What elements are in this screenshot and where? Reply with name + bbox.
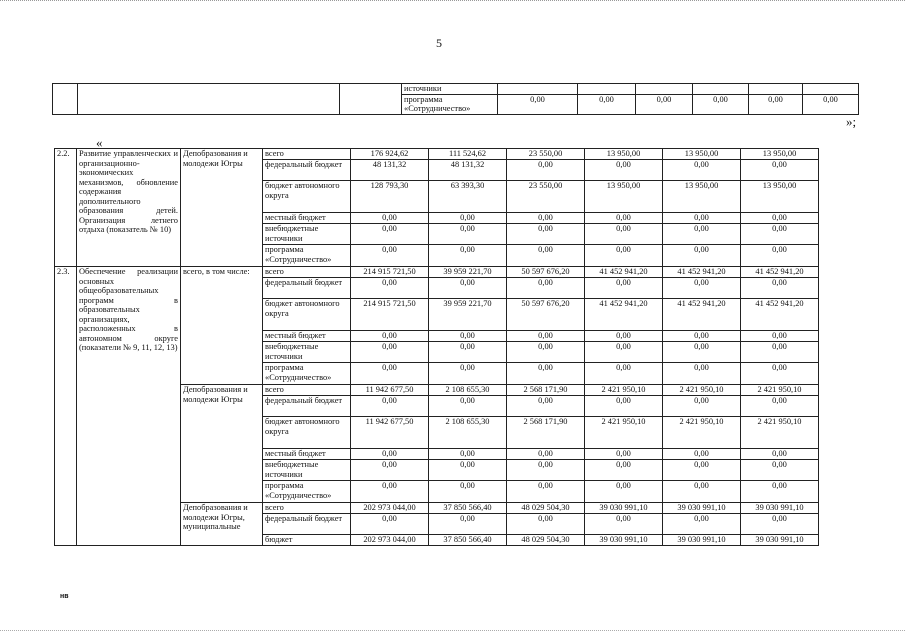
footer-mark: нв (60, 593, 69, 600)
amount-cell: 41 452 941,20 (663, 299, 741, 331)
source-label: программа «Сотрудничество» (263, 245, 351, 267)
amount-cell: 0,00 (498, 94, 578, 114)
amount-cell: 0,00 (507, 514, 585, 535)
amount-cell: 48 029 504,30 (507, 503, 585, 514)
source-label: всего (263, 267, 351, 278)
amount-cell: 0,00 (585, 481, 663, 503)
amount-cell: 2 568 171,90 (507, 417, 585, 449)
amount-cell: 202 973 044,00 (351, 535, 429, 546)
amount-cell: 202 973 044,00 (351, 503, 429, 514)
item-title: Развитие управленческих и организационно-экономических механизмов, обновление содержания дополнительного образования детей. Организация летнего отдыха (показатель № 10) (77, 149, 181, 267)
amount-cell: 0,00 (351, 278, 429, 299)
amount-cell: 0,00 (507, 481, 585, 503)
amount-cell: 0,00 (585, 342, 663, 363)
source-label: всего (263, 503, 351, 514)
source-label: всего (263, 149, 351, 160)
amount-cell: 0,00 (351, 363, 429, 385)
item-number: 2.3. (55, 267, 77, 546)
amount-cell: 39 030 991,10 (741, 503, 819, 514)
opening-quote: « (96, 135, 103, 150)
amount-cell (498, 84, 578, 95)
page-bottom-edge (0, 630, 905, 635)
amount-cell (749, 84, 803, 95)
amount-cell: 39 030 991,10 (585, 503, 663, 514)
amount-cell: 0,00 (351, 331, 429, 342)
amount-cell: 0,00 (351, 396, 429, 417)
amount-cell: 0,00 (507, 363, 585, 385)
source-label: внебюджетные источники (263, 342, 351, 363)
amount-cell: 13 950,00 (585, 181, 663, 213)
amount-cell: 50 597 676,20 (507, 299, 585, 331)
amount-cell: 0,00 (507, 160, 585, 181)
amount-cell: 214 915 721,50 (351, 267, 429, 278)
amount-cell: 0,00 (585, 278, 663, 299)
amount-cell: 2 421 950,10 (663, 417, 741, 449)
source-label: федеральный бюджет (263, 396, 351, 417)
amount-cell: 128 793,30 (351, 181, 429, 213)
table-row (55, 267, 819, 278)
amount-cell: 0,00 (741, 342, 819, 363)
source-label: внебюджетные источники (263, 460, 351, 481)
amount-cell: 39 959 221,70 (429, 267, 507, 278)
amount-cell: 0,00 (663, 396, 741, 417)
item-title: Обеспечение реализации основных общеобразовательных программ в образовательных организациях, расположенных в автономном округе (показатели № 9, 11, 12, 13) (77, 267, 181, 546)
amount-cell: 48 029 504,30 (507, 535, 585, 546)
source-label: всего (263, 385, 351, 396)
amount-cell: 0,00 (351, 481, 429, 503)
amount-cell: 11 942 677,50 (351, 417, 429, 449)
amount-cell: 0,00 (429, 342, 507, 363)
amount-cell: 0,00 (663, 245, 741, 267)
continuation-table-body (53, 84, 859, 115)
amount-cell: 0,00 (741, 363, 819, 385)
table-row (53, 84, 859, 95)
amount-cell (693, 84, 749, 95)
amount-cell: 0,00 (741, 481, 819, 503)
amount-cell: 63 393,30 (429, 181, 507, 213)
amount-cell: 2 421 950,10 (741, 385, 819, 396)
amount-cell: 0,00 (507, 224, 585, 245)
amount-cell: 0,00 (507, 331, 585, 342)
amount-cell: 39 030 991,10 (663, 535, 741, 546)
amount-cell: 48 131,32 (351, 160, 429, 181)
funding-table (54, 148, 819, 546)
amount-cell: 23 550,00 (507, 181, 585, 213)
amount-cell: 176 924,62 (351, 149, 429, 160)
amount-cell: 0,00 (585, 331, 663, 342)
amount-cell: 0,00 (741, 331, 819, 342)
amount-cell: 2 421 950,10 (585, 385, 663, 396)
amount-cell: 13 950,00 (663, 181, 741, 213)
amount-cell: 11 942 677,50 (351, 385, 429, 396)
amount-cell: 23 550,00 (507, 149, 585, 160)
amount-cell: 111 524,62 (429, 149, 507, 160)
amount-cell: 214 915 721,50 (351, 299, 429, 331)
amount-cell: 0,00 (585, 363, 663, 385)
amount-cell: 0,00 (741, 396, 819, 417)
amount-cell: 0,00 (429, 224, 507, 245)
amount-cell: 0,00 (507, 278, 585, 299)
source-label: источники (402, 84, 498, 95)
amount-cell: 0,00 (693, 94, 749, 114)
amount-cell: 39 030 991,10 (585, 535, 663, 546)
closing-quote: »; (846, 114, 857, 129)
amount-cell: 2 108 655,30 (429, 417, 507, 449)
amount-cell: 0,00 (585, 396, 663, 417)
amount-cell: 41 452 941,20 (585, 299, 663, 331)
amount-cell: 13 950,00 (663, 149, 741, 160)
amount-cell: 0,00 (663, 460, 741, 481)
table-row (55, 149, 819, 160)
amount-cell: 0,00 (351, 213, 429, 224)
amount-cell: 0,00 (429, 278, 507, 299)
executor-cell: всего, в том числе: (181, 267, 263, 385)
amount-cell: 0,00 (585, 213, 663, 224)
amount-cell (578, 84, 636, 95)
amount-cell: 0,00 (585, 460, 663, 481)
amount-cell: 37 850 566,40 (429, 503, 507, 514)
amount-cell (803, 84, 859, 95)
amount-cell: 0,00 (585, 514, 663, 535)
amount-cell: 0,00 (741, 514, 819, 535)
amount-cell: 0,00 (663, 224, 741, 245)
amount-cell: 0,00 (741, 449, 819, 460)
amount-cell: 0,00 (663, 278, 741, 299)
amount-cell (636, 84, 693, 95)
amount-cell: 0,00 (578, 94, 636, 114)
amount-cell: 0,00 (663, 481, 741, 503)
amount-cell: 0,00 (351, 342, 429, 363)
amount-cell: 39 959 221,70 (429, 299, 507, 331)
amount-cell: 0,00 (507, 396, 585, 417)
continuation-table (52, 83, 859, 115)
funding-table-body (55, 149, 819, 546)
amount-cell: 0,00 (741, 224, 819, 245)
amount-cell: 0,00 (429, 481, 507, 503)
source-label: федеральный бюджет (263, 278, 351, 299)
amount-cell: 0,00 (636, 94, 693, 114)
amount-cell: 0,00 (429, 245, 507, 267)
source-label: программа «Сотрудничество» (263, 363, 351, 385)
amount-cell: 0,00 (663, 331, 741, 342)
amount-cell: 41 452 941,20 (585, 267, 663, 278)
source-label: федеральный бюджет (263, 514, 351, 535)
amount-cell: 0,00 (429, 363, 507, 385)
amount-cell: 0,00 (741, 160, 819, 181)
amount-cell: 0,00 (741, 245, 819, 267)
amount-cell: 0,00 (351, 245, 429, 267)
amount-cell: 0,00 (351, 449, 429, 460)
amount-cell: 0,00 (351, 224, 429, 245)
amount-cell: 0,00 (507, 449, 585, 460)
amount-cell: 48 131,32 (429, 160, 507, 181)
source-label: внебюджетные источники (263, 224, 351, 245)
amount-cell: 41 452 941,20 (741, 267, 819, 278)
amount-cell: 0,00 (663, 449, 741, 460)
amount-cell: 0,00 (741, 213, 819, 224)
amount-cell: 2 568 171,90 (507, 385, 585, 396)
executor-cell: Депобразования и молодежи Югры (181, 385, 263, 503)
amount-cell: 0,00 (585, 160, 663, 181)
amount-cell: 0,00 (741, 278, 819, 299)
amount-cell: 0,00 (663, 514, 741, 535)
amount-cell: 0,00 (507, 245, 585, 267)
amount-cell: 0,00 (351, 460, 429, 481)
amount-cell: 0,00 (663, 213, 741, 224)
source-label: местный бюджет (263, 331, 351, 342)
amount-cell: 0,00 (351, 514, 429, 535)
amount-cell: 41 452 941,20 (663, 267, 741, 278)
amount-cell: 13 950,00 (741, 149, 819, 160)
amount-cell: 0,00 (663, 342, 741, 363)
source-label: местный бюджет (263, 449, 351, 460)
amount-cell: 0,00 (429, 213, 507, 224)
source-label: программа «Сотрудничество» (402, 94, 498, 114)
amount-cell: 39 030 991,10 (663, 503, 741, 514)
amount-cell: 0,00 (507, 213, 585, 224)
amount-cell: 0,00 (429, 331, 507, 342)
amount-cell: 0,00 (585, 449, 663, 460)
item-title-cell (78, 84, 340, 115)
source-label: бюджет автономного округа (263, 299, 351, 331)
amount-cell: 0,00 (429, 460, 507, 481)
amount-cell: 13 950,00 (741, 181, 819, 213)
amount-cell: 0,00 (663, 160, 741, 181)
executor-cell (340, 84, 402, 115)
source-label: бюджет (263, 535, 351, 546)
amount-cell: 37 850 566,40 (429, 535, 507, 546)
amount-cell: 2 108 655,30 (429, 385, 507, 396)
item-number-cell (53, 84, 78, 115)
item-number: 2.2. (55, 149, 77, 267)
executor-cell: Депобразования и молодежи Югры (181, 149, 263, 267)
page-top-edge (0, 0, 905, 5)
amount-cell: 2 421 950,10 (741, 417, 819, 449)
amount-cell: 0,00 (741, 460, 819, 481)
amount-cell: 0,00 (663, 363, 741, 385)
page-number: 5 (436, 36, 442, 50)
amount-cell: 41 452 941,20 (741, 299, 819, 331)
amount-cell: 0,00 (507, 460, 585, 481)
source-label: бюджет автономного округа (263, 181, 351, 213)
amount-cell: 0,00 (749, 94, 803, 114)
amount-cell: 50 597 676,20 (507, 267, 585, 278)
amount-cell: 0,00 (507, 342, 585, 363)
amount-cell: 0,00 (585, 245, 663, 267)
source-label: программа «Сотрудничество» (263, 481, 351, 503)
source-label: местный бюджет (263, 213, 351, 224)
amount-cell: 0,00 (429, 514, 507, 535)
source-label: бюджет автономного округа (263, 417, 351, 449)
executor-cell: Депобразования и молодежи Югры, муниципальные (181, 503, 263, 546)
amount-cell: 0,00 (803, 94, 859, 114)
amount-cell: 2 421 950,10 (663, 385, 741, 396)
amount-cell: 39 030 991,10 (741, 535, 819, 546)
amount-cell: 13 950,00 (585, 149, 663, 160)
amount-cell: 0,00 (429, 396, 507, 417)
amount-cell: 0,00 (585, 224, 663, 245)
amount-cell: 0,00 (429, 449, 507, 460)
source-label: федеральный бюджет (263, 160, 351, 181)
amount-cell: 2 421 950,10 (585, 417, 663, 449)
